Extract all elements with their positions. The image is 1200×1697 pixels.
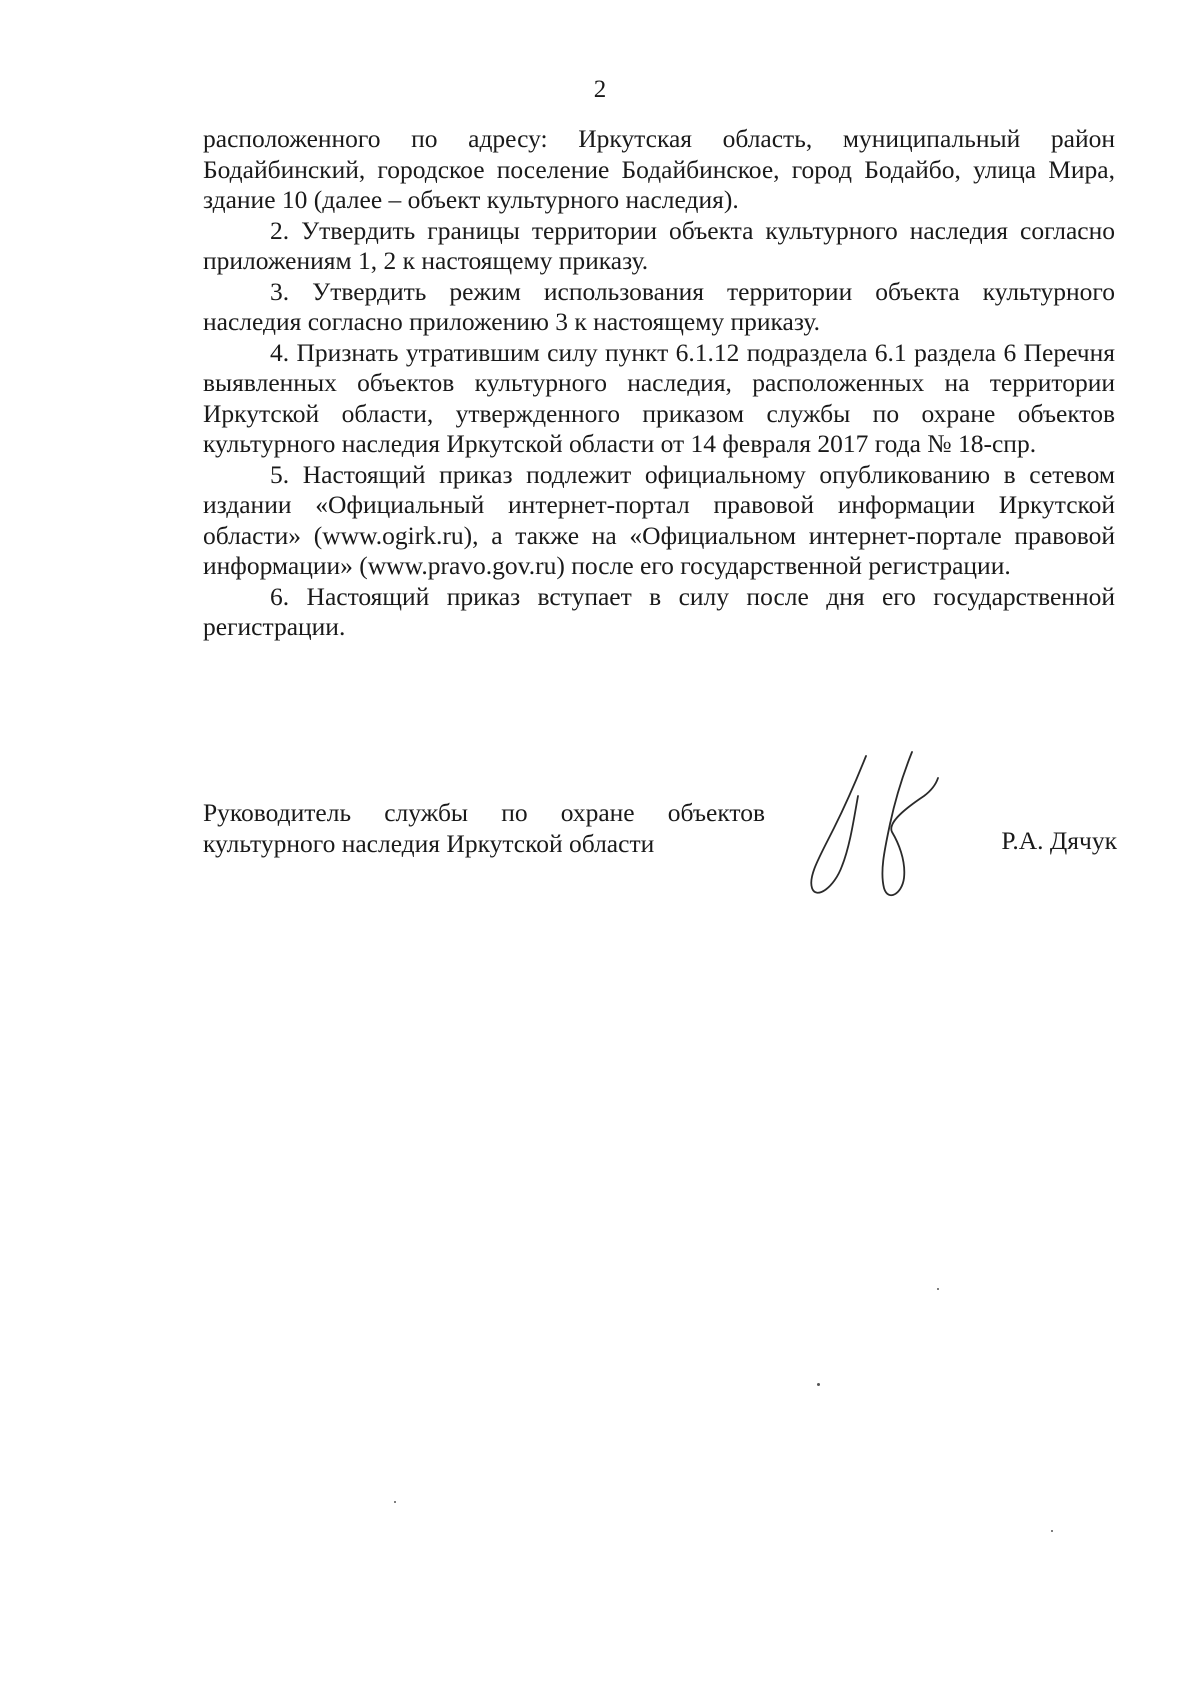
scan-speck [394, 1501, 396, 1503]
scan-speck [817, 1383, 820, 1386]
paragraph-item-5: 5. Настоящий приказ подлежит официальному опубликованию в сетевом издании «Официальный интернет-портал правовой информации Иркутской области» (www.ogirk.ru), а также на «Официальном интернет-портале правовой информации» (www.pravo.gov.ru) после его государственной регистрации. [203, 459, 1115, 580]
document-body [203, 124, 1115, 643]
paragraph-item-6: 6. Настоящий приказ вступает в силу после дня его государственной регистрации. [203, 581, 1115, 641]
paragraph-item-3: 3. Утвердить режим использования территории объекта культурного наследия согласно приложению 3 к настоящему приказу. [203, 276, 1115, 336]
scan-speck [1051, 1530, 1053, 1532]
signatory-position-line-2: культурного наследия Иркутской области [203, 828, 655, 858]
paragraph-continuation: расположенного по адресу: Иркутская область, муниципальный район Бодайбинский, городское поселение Бодайбинское, город Бодайбо, улица Мира, здание 10 (далее – объект культурного наследия). [203, 124, 1115, 214]
paragraph-item-2: 2. Утвердить границы территории объекта культурного наследия согласно приложениям 1, 2 к настоящему приказу. [203, 215, 1115, 275]
signatory-name: Р.А. Дячук [1001, 826, 1117, 855]
handwritten-signature [800, 748, 970, 908]
scan-speck [937, 1288, 939, 1290]
signatory-position [203, 798, 765, 859]
paragraph-item-4: 4. Признать утратившим силу пункт 6.1.12 подраздела 6.1 раздела 6 Перечня выявленных объектов культурного наследия, расположенных на территории Иркутской области, утвержденного приказом службы по охране объектов культурного наследия Иркутской области от 14 февраля 2017 года № 18-спр. [203, 337, 1115, 458]
page-number: 2 [593, 76, 607, 103]
signatory-position-line-1: Руководитель службы по охране объектов [203, 798, 765, 827]
